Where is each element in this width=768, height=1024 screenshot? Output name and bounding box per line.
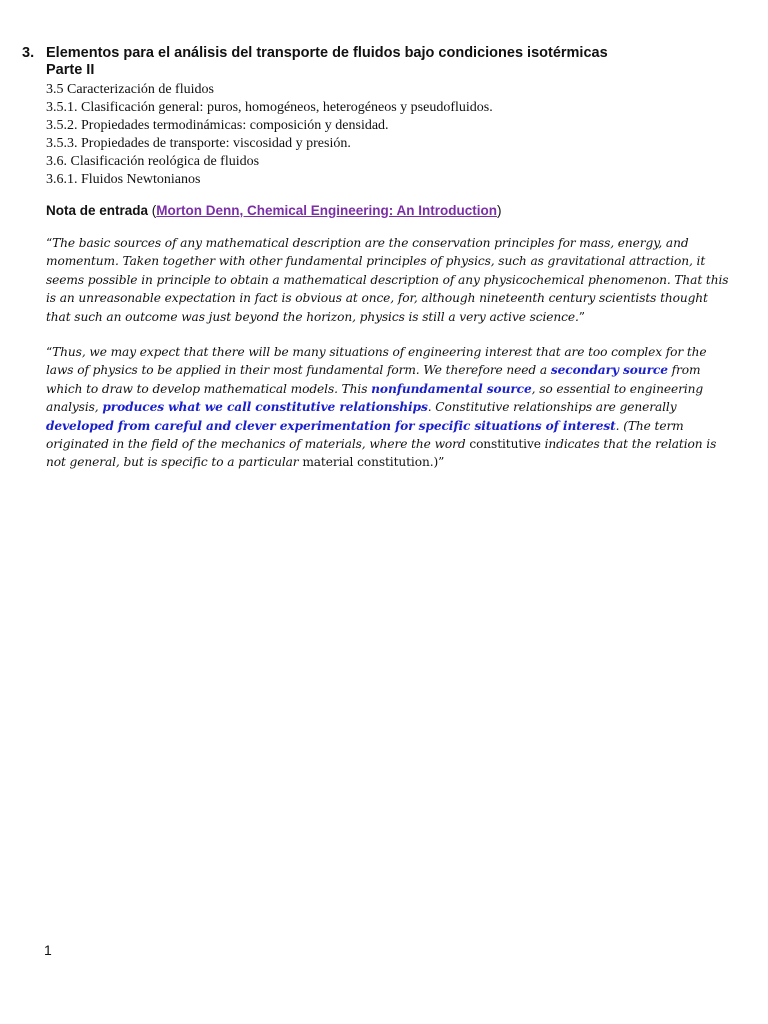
page-number: 1 xyxy=(44,942,52,958)
entry-note-label: Nota de entrada xyxy=(46,203,149,218)
quote-close-mark: ” xyxy=(578,309,585,324)
section-subtitle: Parte II xyxy=(46,62,95,78)
quote-open-mark: “ xyxy=(46,236,53,250)
upright-term: constitutive xyxy=(469,437,541,452)
quote-text: The basic sources of any mathematical description are the conservation principles for mass, energy, and momentum. Taken together with other fundamental principles of physics, such as gravitational attraction, it seems possible in principle to obtain a mathematical description of any physicochemical phenomenon. That this is an unreasonable expectation in fact is obvious at once, for, although nineteenth century scientists thought that such an outcome was just beyond the horizon, physics is still a very active science. xyxy=(46,236,729,324)
topic-item: 3.5.2. Propiedades termodinámicas: composición y densidad. xyxy=(46,118,389,133)
highlighted-phrase: secondary source xyxy=(550,363,668,378)
topic-item: 3.6.1. Fluidos Newtonianos xyxy=(46,172,201,187)
quote-open-mark: “ xyxy=(46,345,53,359)
entry-note xyxy=(46,202,736,219)
topic-item: 3.6. Clasificación reológica de fluidos xyxy=(46,154,260,169)
section-number: 3. xyxy=(22,45,35,61)
quote-paragraph-2 xyxy=(46,343,736,472)
section-title: Elementos para el análisis del transporte de fluidos bajo condiciones isotérmicas xyxy=(46,45,608,61)
highlighted-phrase: nonfundamental source xyxy=(371,381,532,396)
topic-item: 3.5.3. Propiedades de transporte: viscosidad y presión. xyxy=(46,136,351,151)
quote-text: . (The term originated in the field of the mechanics of materials, where the word xyxy=(46,418,684,452)
quote-text: indicates that the relation is not general, but is specific to a particular xyxy=(46,437,717,470)
entry-note-open-paren: ( xyxy=(148,203,157,218)
topic-item: 3.5 Caracterización de fluidos xyxy=(46,82,214,97)
topic-list xyxy=(46,81,736,189)
highlighted-phrase: produces what we call constitutive relationships xyxy=(102,400,428,415)
source-link[interactable]: Morton Denn, Chemical Engineering: An Introduction xyxy=(156,203,498,218)
section-heading xyxy=(22,45,742,79)
entry-note-close-paren: ) xyxy=(497,203,502,218)
upright-term: material constitution.) xyxy=(302,455,439,470)
quote-text: . Constitutive relationships are generally xyxy=(427,400,677,415)
quote-text: Thus, we may expect that there will be many situations of engineering interest that are too complex for the laws of physics to be applied in their most fundamental form. We therefore need a xyxy=(46,345,707,378)
quote-text: from which to draw to develop mathematical models. This xyxy=(46,363,701,396)
quote-text: , so essential to engineering analysis, xyxy=(46,381,704,415)
topic-item: 3.5.1. Clasificación general: puros, homogéneos, heterogéneos y pseudofluidos. xyxy=(46,100,493,115)
quote-close-mark: ” xyxy=(438,455,445,470)
highlighted-phrase: developed from careful and clever experimentation for specific situations of interest xyxy=(46,418,616,433)
quote-paragraph-1 xyxy=(46,234,736,326)
